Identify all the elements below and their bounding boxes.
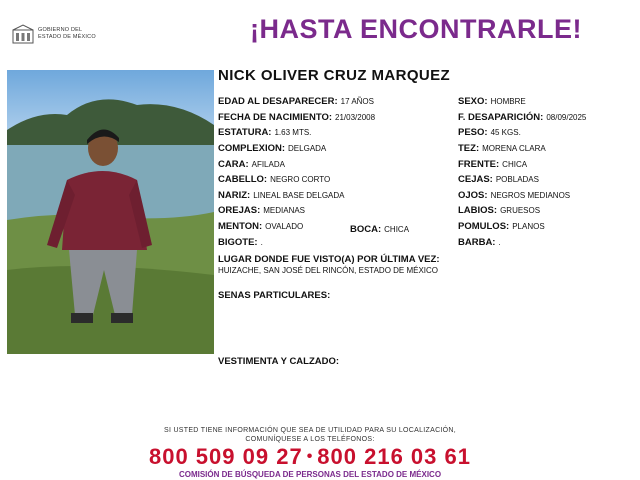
field-cejas-label: CEJAS: [458, 174, 493, 185]
field-desaparicion-label: F. DESAPARICIÓN: [458, 112, 544, 123]
field-labios [458, 205, 540, 216]
marks-label: SENAS PARTICULARES: [218, 290, 331, 301]
field-bigote [218, 237, 263, 248]
field-tez [458, 143, 546, 154]
field-cara [218, 159, 285, 170]
field-ojos [458, 190, 570, 201]
field-desaparicion [458, 112, 586, 123]
field-nariz-label: NARIZ: [218, 190, 251, 201]
field-peso [458, 127, 521, 138]
phone-numbers [0, 444, 620, 470]
field-edad-label: EDAD AL DESAPARECER: [218, 96, 338, 107]
field-edad-value: 17 AÑOS [340, 97, 374, 106]
field-complexion-value: DELGADA [288, 144, 327, 153]
field-complexion-label: COMPLEXION: [218, 143, 286, 154]
field-boca-label: BOCA: [350, 224, 382, 235]
field-cabello [218, 174, 330, 185]
field-cara-value: AFILADA [251, 160, 285, 169]
field-nacimiento [218, 112, 375, 123]
field-peso-label: PESO: [458, 127, 488, 138]
field-pomulos [458, 221, 545, 232]
field-sexo-value: HOMBRE [490, 97, 526, 106]
phone-number-1[interactable]: 800 509 09 27 [148, 444, 303, 469]
government-logo [10, 22, 120, 46]
field-nacimiento-value: 21/03/2008 [335, 113, 376, 122]
field-edad [218, 96, 374, 107]
field-cabello-value: NEGRO CORTO [270, 175, 331, 184]
field-peso-value: 45 KGS. [490, 128, 521, 137]
field-cejas [458, 174, 539, 185]
field-barba-value: . [498, 238, 501, 247]
field-orejas-value: MEDIANAS [263, 206, 306, 215]
field-boca-value: CHICA [384, 225, 410, 234]
field-pomulos-value: PLANOS [512, 222, 545, 231]
last-seen-value: HUIZACHE, SAN JOSÉ DEL RINCÓN, ESTADO DE MÉXICO [218, 266, 439, 275]
field-bigote-value: . [260, 238, 263, 247]
commission-name: COMISIÓN DE BÚSQUEDA DE PERSONAS DEL ESTADO DE MÉXICO [178, 470, 442, 479]
phone-number-2[interactable]: 800 216 03 61 [317, 444, 471, 469]
field-tez-label: TEZ: [458, 143, 480, 154]
logo-line-1: GOBIERNO DEL [38, 27, 83, 33]
field-ojos-value: NEGROS MEDIANOS [490, 191, 571, 200]
person-photo [7, 70, 214, 354]
footer-note-line-2: COMUNÍQUESE A LOS TELÉFONOS: [245, 436, 375, 443]
field-estatura-value: 1.63 MTS. [274, 128, 312, 137]
field-estatura [218, 127, 311, 138]
logo-text [38, 27, 96, 41]
footer-note-line-1: SI USTED TIENE INFORMACIÓN QUE SEA DE UTILIDAD PARA SU LOCALIZACIÓN, [163, 427, 457, 434]
field-menton [218, 221, 303, 232]
field-sexo [458, 96, 526, 107]
field-labios-label: LABIOS: [458, 205, 498, 216]
field-frente-label: FRENTE: [458, 159, 500, 170]
person-name: NICK OLIVER CRUZ MARQUEZ [218, 67, 451, 84]
field-nacimiento-label: FECHA DE NACIMIENTO: [218, 112, 332, 123]
field-orejas [218, 205, 305, 216]
field-frente-value: CHICA [502, 160, 528, 169]
field-ojos-label: OJOS: [458, 190, 488, 201]
phone-separator: • [306, 448, 314, 465]
last-seen-label: LUGAR DONDE FUE VISTO(A) POR ÚLTIMA VEZ: [218, 254, 440, 265]
field-nariz [218, 190, 345, 201]
field-frente [458, 159, 527, 170]
field-tez-value: MORENA CLARA [482, 144, 546, 153]
field-pomulos-label: POMULOS: [458, 221, 510, 232]
field-desaparicion-value: 08/09/2025 [546, 113, 587, 122]
field-orejas-label: OREJAS: [218, 205, 261, 216]
field-menton-value: OVALADO [265, 222, 304, 231]
field-bigote-label: BIGOTE: [218, 237, 258, 248]
state-seal-icon [12, 24, 34, 44]
field-cejas-value: POBLADAS [495, 175, 539, 184]
field-nariz-value: LINEAL BASE DELGADA [253, 191, 345, 200]
field-sexo-label: SEXO: [458, 96, 488, 107]
field-cara-label: CARA: [218, 159, 249, 170]
field-labios-value: GRUESOS [500, 206, 541, 215]
field-estatura-label: ESTATURA: [218, 127, 272, 138]
field-barba [458, 237, 501, 248]
clothing-label: VESTIMENTA Y CALZADO: [218, 356, 340, 367]
field-complexion [218, 143, 326, 154]
headline: ¡HASTA ENCONTRARLE! [250, 14, 582, 44]
field-cabello-label: CABELLO: [218, 174, 268, 185]
logo-line-2: ESTADO DE MÉXICO [38, 34, 96, 40]
field-menton-label: MENTON: [218, 221, 263, 232]
field-boca [350, 224, 409, 235]
field-barba-label: BARBA: [458, 237, 496, 248]
